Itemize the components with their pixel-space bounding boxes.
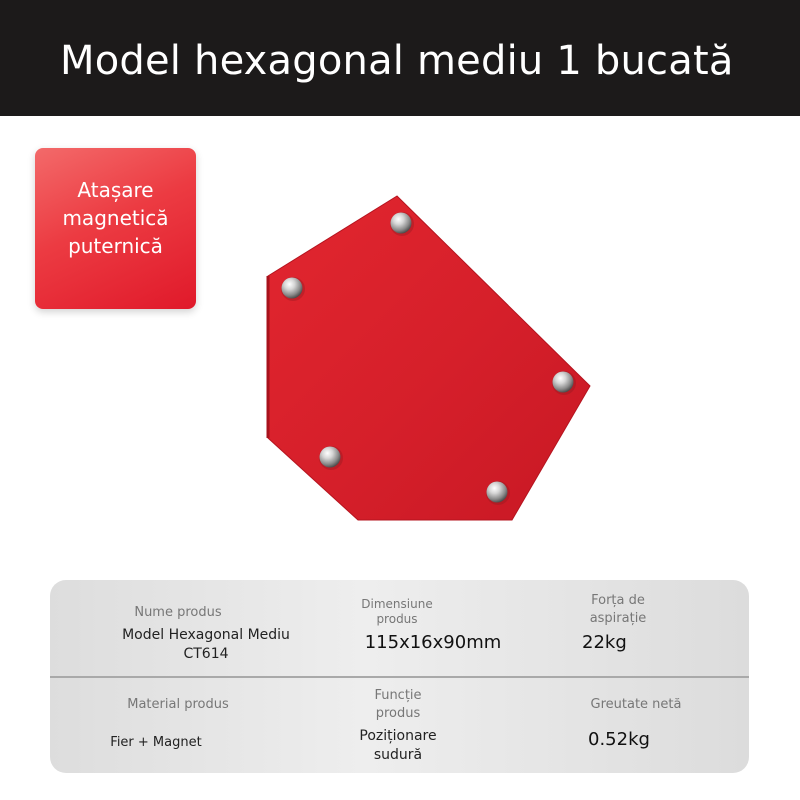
function-value: Poziționare sudură [359, 728, 437, 763]
weight-label: Greutate netă [590, 697, 682, 712]
header-bar [0, 0, 800, 116]
product-name-label: Nume produs [134, 605, 222, 620]
weight-value: 0.52kg [588, 729, 650, 750]
feature-badge-text: Atașare magnetică puternică [62, 177, 169, 258]
spec-table [50, 580, 749, 773]
force-label: Forța de aspirație [589, 593, 647, 626]
page-title: Model hexagonal mediu 1 bucată [60, 38, 734, 84]
material-value: Fier + Magnet [110, 735, 202, 750]
hexagonal-magnet-image [250, 180, 610, 540]
material-label: Material produs [127, 697, 229, 712]
screw-icon [390, 212, 414, 236]
force-value: 22kg [582, 632, 627, 653]
magnet-body [268, 196, 590, 520]
function-label: Funcție produs [374, 688, 422, 721]
screw-icon [552, 371, 576, 395]
row-divider [50, 676, 749, 678]
screw-icon [319, 446, 343, 470]
product-name-value: Model Hexagonal Mediu CT614 [122, 627, 290, 662]
screw-icon [486, 481, 510, 505]
dimension-label: Dimensiune produs [361, 597, 433, 626]
screw-icon [281, 277, 305, 301]
dimension-value: 115x16x90mm [364, 632, 502, 653]
feature-badge [35, 148, 196, 309]
